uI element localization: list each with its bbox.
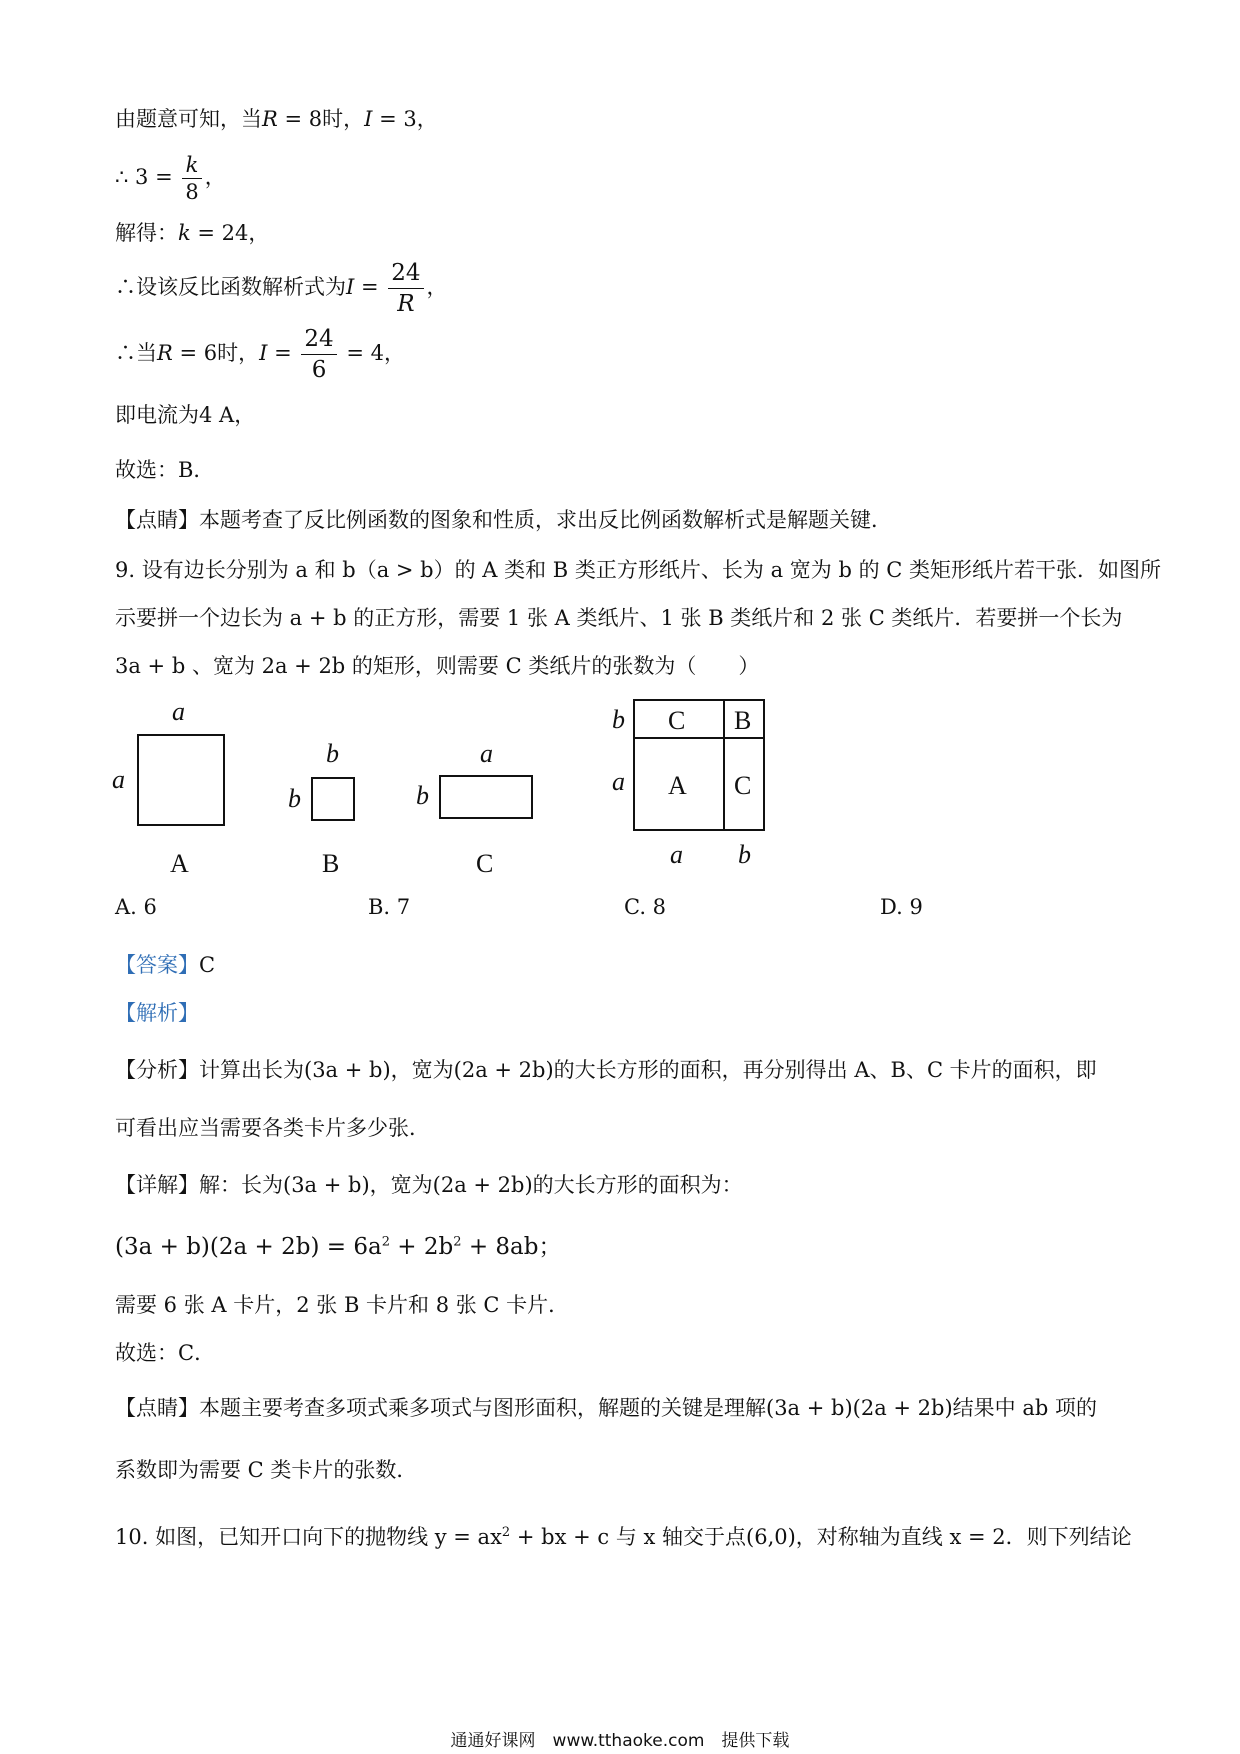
caption-B: B [322, 849, 340, 878]
option-d: D. 9 [880, 895, 923, 919]
q9-figure-svg [100, 690, 800, 890]
square-A-side-label: a [112, 765, 125, 794]
q9-line-3: 3a + b 、宽为 2a + 2b 的矩形，则需要 C 类纸片的张数为（ ） [115, 654, 760, 678]
analysis-tag: 【解析】 [115, 1001, 199, 1025]
dianjing-line: 【点睛】本题考查了反比例函数的图象和性质，求出反比例函数解析式是解题关键． [115, 508, 892, 532]
dianjing-line-1: 【点睛】本题主要考查多项式乘多项式与图形面积，解题的关键是理解(3a + b)(2a + 2b)结果中 ab 项的 [115, 1396, 1097, 1420]
square-B-shape [312, 778, 354, 820]
need-line: 需要 6 张 A 卡片，2 张 B 卡片和 8 张 C 卡片． [115, 1293, 570, 1317]
solution-line-6: 即电流为4 A， [115, 403, 256, 427]
fraction-k-over-8: $\frac{k}{8}$ [182, 152, 201, 205]
q9-line-1: 9. 设有边长分别为 a 和 b（a > b）的 A 类和 B 类正方形纸片、长为 a 宽为 b 的 C 类矩形纸片若干张．如图所 [115, 558, 1161, 582]
square-A-top-label: a [172, 697, 185, 726]
big-cell-br: C [734, 771, 752, 800]
answer-value: C [199, 953, 216, 977]
big-cell-bl: A [668, 771, 687, 800]
dianjing-line-2: 系数即为需要 C 类卡片的张数． [115, 1458, 418, 1482]
answer-line [115, 950, 215, 980]
solution-line-2: ∴ 3 = $\frac{k}{8}$ ， [115, 153, 226, 204]
option-b: B. 7 [368, 895, 411, 919]
square-A-shape [138, 735, 224, 825]
solution-line-5: ∴当R = 6时，I = $\frac{24}{6}$ = 4， [115, 326, 405, 383]
q10-line-1: 10. 如图，已知开口向下的抛物线 $y = ax^2$ + bx + c 与 x 轴交于点(6,0)，对称轴为直线 x = 2．则下列结论 [115, 1525, 1132, 1549]
xiangjie-line: 【详解】解：长为(3a + b)，宽为(2a + 2b)的大长方形的面积为： [115, 1173, 743, 1197]
big-square-bottom-a: a [670, 840, 683, 869]
rect-C-shape [440, 776, 532, 818]
formula-line: $(3a + b)(2a + 2b) = 6a^2 + 2b^2 + 8ab$； [115, 1234, 562, 1260]
choose-line: 故选：C． [115, 1341, 216, 1365]
big-square-bottom-b: b [738, 840, 751, 869]
q9-figure [100, 690, 800, 890]
square-B-side-label: b [288, 784, 301, 813]
answer-tag: 【答案】 [115, 953, 199, 977]
option-a: A. 6 [115, 895, 157, 919]
solution-line-7: 故选：B． [115, 458, 215, 482]
solution-line-3: 解得：k = 24， [115, 221, 270, 245]
caption-C: C [476, 849, 494, 878]
big-cell-tr: B [734, 706, 752, 735]
big-cell-tl: C [668, 706, 686, 735]
fraction-24-over-R: $\frac{24}{R}$ [388, 258, 423, 319]
fraction-24-over-6: $\frac{24}{6}$ [301, 324, 336, 385]
big-square-side-a: a [612, 767, 625, 796]
caption-A: A [170, 849, 189, 878]
rect-C-side-label: b [416, 781, 429, 810]
solution-line-4: ∴设该反比函数解析式为I = $\frac{24}{R}$ ， [115, 260, 448, 317]
fenxi-line-1: 【分析】计算出长为(3a + b)，宽为(2a + 2b)的大长方形的面积，再分别得出 A、B、C 卡片的面积，即 [115, 1058, 1097, 1082]
rect-C-top-label: a [480, 739, 493, 768]
square-B-top-label: b [326, 739, 339, 768]
fenxi-line-2: 可看出应当需要各类卡片多少张． [115, 1116, 430, 1140]
solution-line-1: 由题意可知，当R = 8时，I = 3， [115, 107, 438, 131]
q9-line-2: 示要拼一个边长为 a + b 的正方形，需要 1 张 A 类纸片、1 张 B 类纸片和 2 张 C 类纸片．若要拼一个长为 [115, 606, 1123, 630]
footer-watermark: 通通好课网 www.tthaoke.com 提供下载 [450, 1731, 790, 1751]
big-square-side-b: b [612, 705, 625, 734]
option-c: C. 8 [624, 895, 667, 919]
